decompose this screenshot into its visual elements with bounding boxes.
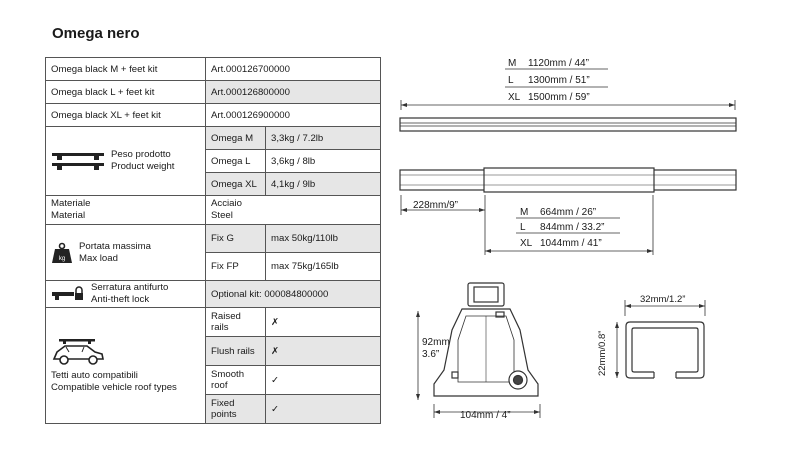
roofs-label-en: Compatible vehicle roof types xyxy=(51,382,177,393)
material-label-it: Materiale xyxy=(51,198,91,209)
weight-size: Omega L xyxy=(206,150,266,173)
roof-type: Raised rails xyxy=(206,308,266,337)
bar-length-table xyxy=(505,58,608,103)
inner-length: 844mm / 33.2” xyxy=(540,222,605,233)
weight-value: 3,3kg / 7.2lb xyxy=(266,127,381,150)
load-type: Fix FP xyxy=(206,253,266,281)
inner-size: M xyxy=(520,207,529,218)
roof-mark: ✓ xyxy=(266,395,381,424)
lock-label-it: Serratura antifurto xyxy=(91,282,169,293)
bar-size: XL xyxy=(508,92,521,103)
profile-section xyxy=(615,300,705,378)
max-load-label-it: Portata massima xyxy=(79,240,151,252)
foot-height-mm: 92mm xyxy=(422,337,450,348)
weight-value: 3,6kg / 8lb xyxy=(266,150,381,173)
roof-type: Smooth roof xyxy=(206,366,266,395)
kit-art: Art.000126700000 xyxy=(206,58,381,81)
roofs-label-it: Tetti auto compatibili xyxy=(51,370,138,381)
foot-width: 104mm / 4” xyxy=(460,410,511,421)
bar-size: L xyxy=(508,75,514,86)
kit-name: Omega black L + feet kit xyxy=(46,81,206,104)
kit-art: Art.000126900000 xyxy=(206,104,381,127)
bar-top-view xyxy=(400,100,736,131)
foot-height-in: 3.6” xyxy=(422,349,440,360)
weight-value: 4,1kg / 9lb xyxy=(266,173,381,196)
offset-dimension: 228mm/9” xyxy=(413,200,459,211)
material-label-en: Material xyxy=(51,210,86,221)
weight-size: Omega M xyxy=(206,127,266,150)
roof-type: Fixed points xyxy=(206,395,266,424)
weight-label-en: Product weight xyxy=(111,161,175,172)
bar-length: 1120mm / 44” xyxy=(528,58,589,69)
bar-size: M xyxy=(508,58,517,69)
lock-label-en: Anti-theft lock xyxy=(91,294,150,305)
weight-size: Omega XL xyxy=(206,173,266,196)
profile-height: 22mm/0.8” xyxy=(597,330,608,376)
inner-length-table xyxy=(516,207,620,249)
inner-length: 1044mm / 41” xyxy=(540,238,602,249)
inner-length: 664mm / 26” xyxy=(540,207,597,218)
kit-art: Art.000126800000 xyxy=(206,81,381,104)
load-type: Fix G xyxy=(206,225,266,253)
roof-mark: ✗ xyxy=(266,337,381,366)
inner-size: L xyxy=(520,222,526,233)
kit-name: Omega black M + feet kit xyxy=(46,58,206,81)
load-value: max 50kg/110lb xyxy=(266,225,381,253)
page-title: Omega nero xyxy=(52,25,140,42)
lock-value: Optional kit: 000084800000 xyxy=(206,281,381,308)
inner-size: XL xyxy=(520,238,533,249)
kit-name: Omega black XL + feet kit xyxy=(46,104,206,127)
roof-mark: ✗ xyxy=(266,308,381,337)
bar-length: 1300mm / 51” xyxy=(528,75,590,86)
material-value-en: Steel xyxy=(211,210,233,221)
max-load-label-en: Max load xyxy=(79,252,118,264)
load-value: max 75kg/165lb xyxy=(266,253,381,281)
weight-label-it: Peso prodotto xyxy=(111,149,171,160)
bar-length: 1500mm / 59” xyxy=(528,92,590,103)
roof-type: Flush rails xyxy=(206,337,266,366)
material-value-it: Acciaio xyxy=(211,198,242,209)
roof-mark: ✓ xyxy=(266,366,381,395)
svg-text:kg: kg xyxy=(58,255,66,262)
profile-width: 32mm/1.2” xyxy=(640,294,686,305)
